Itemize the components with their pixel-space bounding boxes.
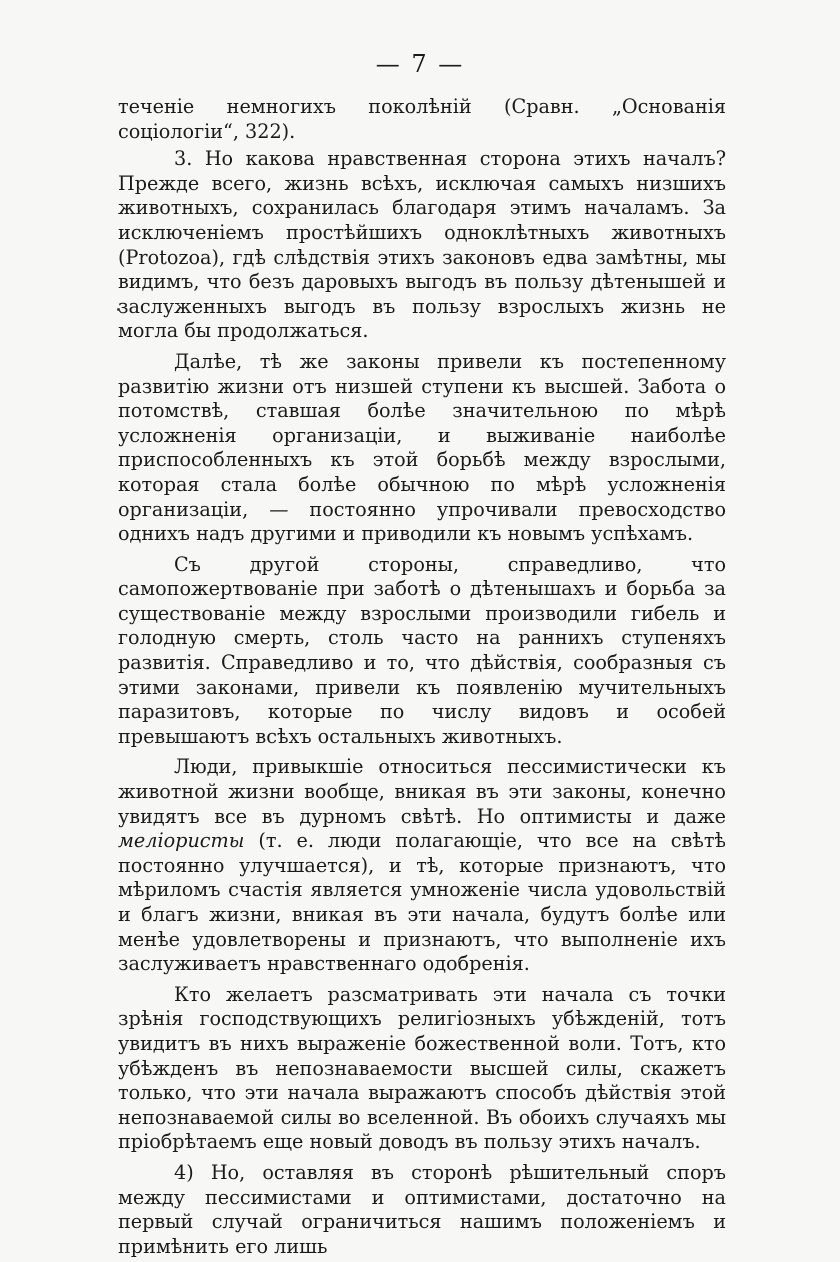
paragraph-5-part-1: Люди, привыкшіе относиться пессимистически къ животной жизни вообще, вникая въ эти законы, конечно увидятъ все въ дурномъ свѣтѣ. Но оптимисты и даже [118,755,726,828]
paragraph-4: Съ другой стороны, справедливо, что самопожертвованіе при заботѣ о дѣтенышахъ и борьба за существованіе между взрослыми производили гибель и голодную смерть, столь часто на раннихъ ступеняхъ развитія. Справедливо и то, что дѣйствія, сообразныя съ этими законами, привели къ появленію мучительныхъ паразитовъ, которые по числу видовъ и особей превышаютъ всѣхъ остальныхъ животныхъ. [118,552,726,748]
paragraph-2: 3. Но какова нравственная сторона этихъ началъ? Прежде всего, жизнь всѣхъ, исключая самыхъ низшихъ животныхъ, сохранилась благодаря этимъ началамъ. За исключеніемъ простѣйшихъ одноклѣтныхъ животныхъ (Protozoa), гдѣ слѣдствія этихъ законовъ едва замѣтны, мы видимъ, что безъ даровыхъ выгодъ въ пользу дѣтенышей и заслуженныхъ выгодъ въ пользу взрослыхъ жизнь не могла бы продолжаться. [118,147,726,343]
paragraph-6: Кто желаетъ разсматривать эти начала съ точки зрѣнія господствующихъ религіозныхъ убѣжденій, тотъ увидитъ въ нихъ выраженіе божественной воли. Тотъ, кто убѣжденъ въ непознаваемости высшей силы, скажетъ только, что эти начала выражаютъ способъ дѣйствія этой непознаваемой силы во вселенной. Въ обоихъ случаяхъ мы пріобрѣтаемъ еще новый доводъ въ пользу этихъ началъ. [118,982,726,1154]
paragraph-7: 4) Но, оставляя въ сторонѣ рѣшительный споръ между пессимистами и оптимистами, достаточно на первый случай ограничиться нашимъ положеніемъ и примѣнить его лишь [118,1160,726,1258]
paragraph-3: Далѣе, тѣ же законы привели къ постепенному развитію жизни отъ низшей ступени къ высшей. Забота о потомствѣ, ставшая болѣе значительною по мѣрѣ усложненія организаціи, и выживаніе наиболѣе приспособленныхъ къ этой борьбѣ между взрослыми, которая стала болѣе обычною по мѣрѣ усложненія организаціи, — постоянно упрочивали превосходство однихъ надъ другими и приводили къ новымъ успѣхамъ. [118,349,726,546]
paragraph-1: теченіе немногихъ поколѣній (Сравн. „Основанія соціологіи“, 322). [118,95,726,143]
page-body [118,95,726,1262]
paragraph-5-part-2: (т. е. люди полагающіе, что все на свѣтѣ постоянно улучшается), и тѣ, которые признаютъ, что мѣриломъ счастія является умноженіе числа удовольствій и благъ жизни, вникая въ эти начала, будутъ болѣе или менѣе удовлетворены и признаютъ, что выполненіе ихъ заслуживаетъ нравственнаго одобренія. [118,829,726,976]
page-number: — 7 — [375,50,465,78]
paragraph-5 [118,755,726,976]
paragraph-5-italic-term: меліористы [118,829,245,853]
